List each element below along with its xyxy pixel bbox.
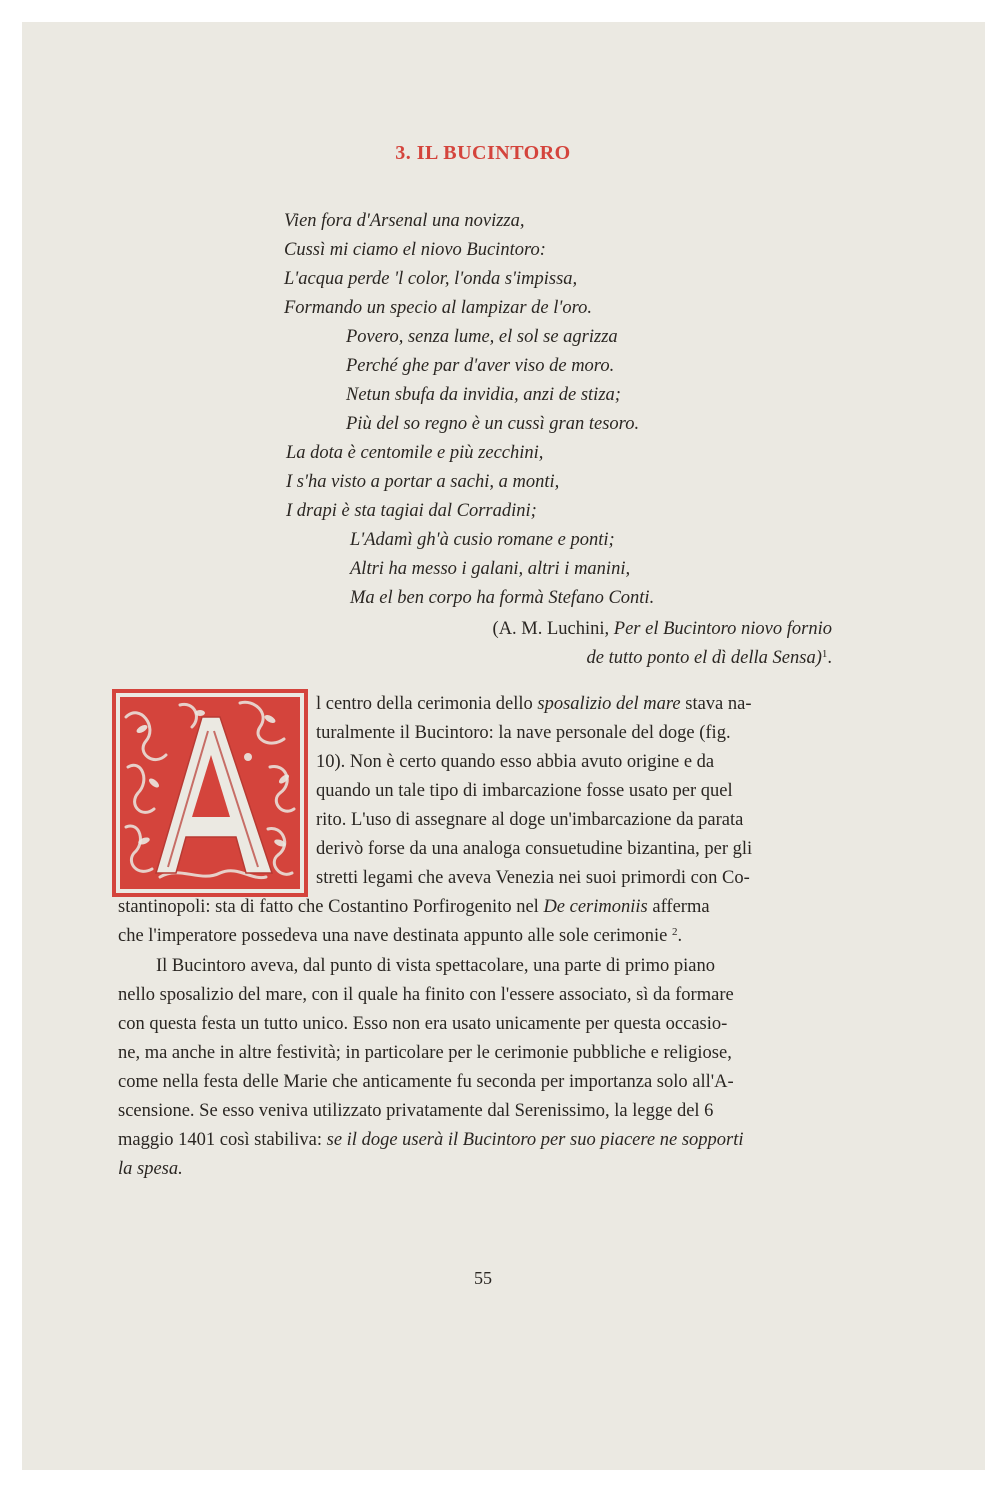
paragraph-2-line: ne, ma anche in altre festività; in particolare per le cerimonie pubbliche e religiose, [118,1043,732,1063]
paragraph-1-line: 10). Non è certo quando esso abbia avuto origine e da [316,752,715,772]
attribution-line-1 [22,619,832,640]
paragraph-1-line: turalmente il Bucintoro: la nave personale del doge (fig. [316,723,731,743]
drop-cap-initial [112,689,308,897]
paragraph-2-line: Il Bucintoro aveva, dal punto di vista spettacolare, una parte di primo piano [156,956,715,976]
page-number: 55 [474,1268,492,1288]
poem-line: Altri ha messo i galani, altri i manini, [350,559,631,579]
paragraph-1-line: stretti legami che aveva Venezia nei suoi primordi con Co- [316,868,750,888]
paragraph-2-line: come nella festa delle Marie che anticamente fu seconda per importanza solo all'A- [118,1072,734,1092]
poem-line: Ma el ben corpo ha formà Stefano Conti. [350,588,655,608]
paragraph-2-line: nello sposalizio del mare, con il quale ha finito con l'essere associato, sì da formare [118,985,734,1005]
book-page [22,22,985,1470]
attribution-author: (A. M. Luchini, [492,619,610,639]
poem-line: Più del so regno è un cussì gran tesoro. [346,414,640,434]
poem-line: I drapi è sta tagiai dal Corradini; [286,501,537,521]
footnote-ref: 2 [672,926,678,938]
paragraph-2-line: maggio 1401 così stabiliva: se il doge userà il Bucintoro per suo piacere ne sopporti [118,1130,744,1150]
poem-line: Formando un specio al lampizar de l'oro. [284,298,592,318]
chapter-title: 3. IL BUCINTORO [395,142,571,164]
paragraph-1-line: stantinopoli: sta di fatto che Costantino Porfirogenito nel De cerimoniis afferma [118,897,710,917]
poem-line: Perché ghe par d'aver viso de moro. [346,356,615,376]
attribution-title: Per el Bucintoro niovo fornio [613,619,832,639]
paragraph-2-line: la spesa. [118,1159,183,1179]
poem-line: Vien fora d'Arsenal una novizza, [284,211,525,231]
poem-line: I s'ha visto a portar a sachi, a monti, [286,472,560,492]
paragraph-2-line: con questa festa un tutto unico. Esso non era usato unicamente per questa occasio- [118,1014,728,1034]
paragraph-1-line: rito. L'uso di assegnare al doge un'imbarcazione da parata [316,810,744,830]
footnote-ref: 1 [821,648,828,660]
paragraph-2-line: scensione. Se esso veniva utilizzato privatamente dal Serenissimo, la legge del 6 [118,1101,714,1121]
attribution-title: de tutto ponto el dì della Sensa) [586,648,822,668]
poem-line: Cussì mi ciamo el niovo Bucintoro: [284,240,546,260]
poem-line: La dota è centomile e più zecchini, [286,443,544,463]
poem-line: Netun sbufa da invidia, anzi de stiza; [346,385,621,405]
paragraph-1-line: derivò forse da una analoga consuetudine bizantina, per gli [316,839,753,859]
ornamental-letter-a-icon [120,697,300,889]
poem-line: L'Adamì gh'à cusio romane e ponti; [350,530,615,550]
paragraph-1-line: che l'imperatore possedeva una nave destinata appunto alle sole cerimonie $^2$. [118,926,683,946]
paragraph-1-line: l centro della cerimonia dello sposalizio del mare stava na- [316,694,752,714]
poem-line: Povero, senza lume, el sol se agrizza [346,327,618,347]
paragraph-1-line: quando un tale tipo di imbarcazione fosse usato per quel [316,781,733,801]
poem-line: L'acqua perde 'l color, l'onda s'impissa, [284,269,578,289]
attribution-line-2: de tutto ponto el dì della Sensa)$^1$. [586,648,832,668]
